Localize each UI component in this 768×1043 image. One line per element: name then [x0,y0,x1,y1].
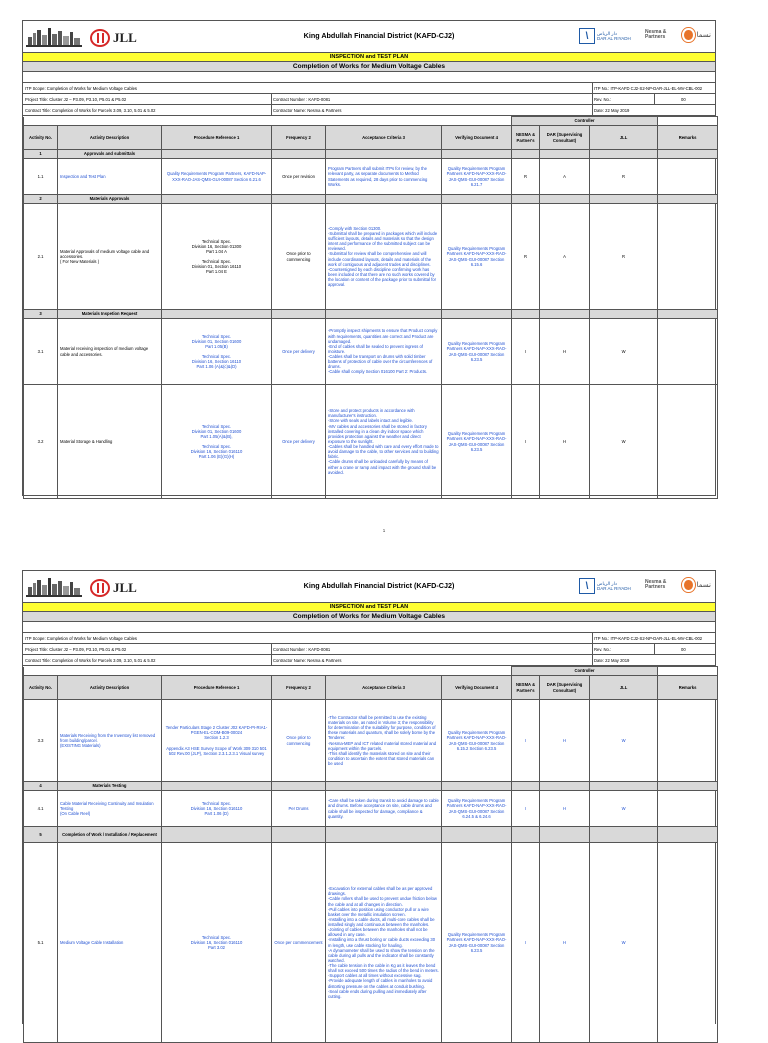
info-row-contract: Contract Title: Completion of Works for Parcels 3.09, 3.10, 5.01 & 5.02 Contractor Name: Nesma & Partners Date: 22 May 2019 [23,105,715,116]
table-row: 4.1 Cable Material Receiving Continuity and Insulation Testing (On Cable Reel) Technical Spec. Division 16, Section 016110 Part 1.06 (D) Per Drums -Care shall be taken during transit to avoid damage to cable and drums. Before acceptance on site, cable drums and cable shall be inspected for damage, compliance & quantity. Quality Requirements Program Partners KAFD-NAP-XXX-RAO-JAS-QMS-GUI-00087 Section 6.24.5 & 6.24.6 I H W [24,791,718,827]
table-row: 3.2 Material Storage & Handling Technical Spec. Division 01, Section 01600 Part 1.05(A)&(B), Technical Spec. Division 16, Section 016110 Part 1.06 (E)(G)(H) Once per delivery -Store and protect products in accordance with manufacturer's instruction. -Store with seals and labels intact and legible. -MV cables and accessories shall be stored in factory installed covering in a clean dry indoor space which provides protection against the weather and direct exposure to the sunlight. -Cables shall be handled with care and every effort made to avoid damage to the cable, to other services and to building fabric. -Cable drums shall be unloaded carefully by means of either a crane or ramp and impact with the ground shall be avoided. Quality Requirements Program Partners KAFD-NAP-XXX-RAO-JAS-QMS-GUI-00087 Section 6.23.5 I H W [24,385,718,499]
page-number: 1 [382,528,386,533]
section-row: 5 Completion of Work / Installation / Replacement [24,827,718,843]
dar-al-riyadh-logo: \ دار الرياض DAR AL RIYADH [579,26,641,46]
controller-header: Controller [512,117,658,126]
nesma-logo-icon [682,578,694,592]
info-row-contract: Contract Title: Completion of Works for Parcels 3.09, 3.10, 5.01 & 5.02 Contractor Name: Nesma & Partners Date: 22 May 2019 [23,655,715,666]
section-row: 3 Materials Inspetion Request [24,310,718,319]
table-row: 3.3 Materials Receiving from the Inventory list removed from building/parcel. (EXISTING Materials) Tender Particulars Stage 2 Cluster J02 KAFD-PI-RIA1-PGEN-EL-COM-B09-00024 Section 1.2.3 Appendix A3 HSE Survey Scope of Work 309 310 501 502 Rev.00 (JLP), Section 2.3.1.2.3.1 Visual survey Once prior to commencing -The Contractor shall be permitted to use the existing materials on site, as noted in Volume 3; the responsibility for determination of the suitability for purpose, condition of these materials and quantum, shall be solely borne by the Tenderer. -Nesma-MEP and ICT related material stored material and equipment within the parcels. -This shall identify the materials stored on site and their condition to ascertain the extent that stored materials can be used Quality Requirements Program Partners KAFD-NAP-XXX-RAO-JAS-QMS-GUI-00087 Section 6.15.2 Section 6.23.5 I H W [24,700,718,782]
jll-logo: JLL [90,578,137,598]
itp-table [23,116,718,499]
plan-title: INSPECTION and TEST PLAN [23,603,715,612]
nesma-logo: Nesma & Partners نسما [645,28,711,40]
page-header [23,571,715,603]
dar-al-riyadh-logo-icon: \ [579,578,595,594]
nesma-logo-icon [682,28,694,42]
info-row-scope: ITP Scope: Completion of Works for Medium Voltage Cables ITP No.: ITP-KAFD CJ2-S2-NP-DAR-JLL-EL-MV-CBL-002 [23,83,715,94]
itp-page-1 [22,20,716,496]
jll-logo: JLL [90,28,137,48]
plan-title: INSPECTION and TEST PLAN [23,53,715,62]
itp-table [23,666,718,1043]
project-title: King Abdullah Financial District (KAFD-CJ2) [303,581,455,590]
nesma-logo: Nesma & Partners نسما [645,578,711,590]
client-logos [26,577,176,599]
section-row: 2 Materials Approvals [24,195,718,204]
section-row: 1 Approvals and submittals [24,150,718,159]
column-headers: Activity No. Activity Description Procedure Reference 1 Frequency 2 Acceptance Criteria 3 Verifying Document 4 NESMA & Partner's DAR (Supervising Consultant) JLL Remarks [24,676,718,700]
dar-al-riyadh-logo: \ دار الرياض DAR AL RIYADH [579,576,641,596]
plan-subtitle: Completion of Works for Medium Voltage Cables [23,62,715,72]
page-header [23,21,715,53]
section-row: 4 Materials Testing [24,782,718,791]
partner-logos [579,26,711,48]
info-row-project: Project Title: Cluster J2 – P3.09, P3.10, P5.01 & P5.02 Contract Number : KAFD-0081 Rev. No.: 00 [23,644,715,655]
dar-al-riyadh-logo-icon: \ [579,28,595,44]
table-row: 2.1 Material Approvals of medium voltage cable and accessories. ( For New Materials ) Technical Spec. Division 16, Section 01300 Part 1.04 A Technical Spec. Division 01, Section 16110 Part 1.04 E Once prior to commencing -Comply with Section 01300. -Submittal shall be prepared in packages which will include sufficient layouts, details and materials so that the design intent and performance of the submitted subject can be reviewed. -Submittal for review shall be comprehensive and will include coordinated layouts, details and materials of the work of contiguous and adjacent trades and disciplines. -Countersigned by each discipline confirming work has been included or that there are no such works covered by the location or content of the package prior to submittal for approval. Quality Requirements Program Partners KAFD-NAP-XXX-RAO-JAS-QMS-GUI-00087 Section 6.15.6 R A R [24,204,718,310]
info-row-scope: ITP Scope: Completion of Works for Medium Voltage Cables ITP No.: ITP-KAFD CJ2-S2-NP-DAR-JLL-EL-MV-CBL-002 [23,633,715,644]
table-row: 1.1 Inspection and Test Plan Quality Requirements Program Partners, KAFD-NAP-XXX-RAO-JAS-QMS-GUI-00087 Section 6.21.6 Once per revision Program Partners shall submit ITPs for review, by the relevant party, as separate documents to Method Statements as required, 28 days prior to commencing Works. Quality Requirements Program Partners KAFD-NAP-XXX-RAO-JAS-QMS-GUI-00087 Section 6.21.7 R A R [24,159,718,195]
table-row: 5.1 Medium Voltage Cable Installation Technical Spec. Division 16, Section 016110 Part 3.02 Once per commencement -Excavation for external cables shall be as per approved drawings. -Cable rollers shall be used to prevent undue friction below the cable and at all changes in direction. -Pull cables into position using conductor pull or a wire basket over the metallic insulation screen. -Installing into a cable ducts, all multi-core cables shall be installed singly and continuous between the manholes. -Jointing of cables between the manholes shall not be allowed in any case. -Installing into a thrust boring or cable ducts exceeding 30 m length, use cable stocking for hauling. -A dynamometer shall be used to show the tension on the cable during all pulls and the indicator shall be constantly watched. -The cable tension in the cable in Kg as it leaves the bend shall not exceed 500 times the radius of the bend in meters. -Support cables at all times without excessive sag. -Provide adequate length of cables in manholes to avoid distorting pressure on the cables at conduit bushing. -Seal cable ends during pulling and immediately after cutting. Quality Requirements Program Partners KAFD-NAP-XXX-RAO-JAS-QMS-GUI-00087 Section 6.23.5 I H W [24,843,718,1043]
controller-header: Controller [512,667,658,676]
client-logos [26,27,176,49]
kafd-building-logo-icon [26,27,82,47]
jll-logo-icon [90,29,110,47]
plan-subtitle: Completion of Works for Medium Voltage Cables [23,612,715,622]
table-row: 3.1 Material receiving inspection of medium voltage cable and accessories. Technical Spec. Division 01, Section 01600 Part 1.05(B) Technical Spec. Division 16, Section 16110 Part 1.06 (A)&(c)&(D) Once per delivery -Promptly inspect shipments to ensure that Product comply with requirements, quantities are correct and Product are undamaged. -End of cables shall be sealed to prevent ingress of moisture. -Cables shall be transport on drums with solid timber battens of protection of cable over the circumferences of drums. -Cable shall comply Section 016100 Part 2: Products. Quality Requirements Program Partners KAFD-NAP-XXX-RAO-JAS-QMS-GUI-00087 Section 6.23.5 I H W [24,319,718,385]
partner-logos [579,576,711,598]
kafd-building-logo-icon [26,577,82,597]
column-headers: Activity No. Activity Description Procedure Reference 1 Frequency 2 Acceptance Criteria 3 Verifying Document 4 NESMA & Partner's DAR (Supervising Consultant) JLL Remarks [24,126,718,150]
itp-page-2 [22,570,716,1024]
jll-logo-icon [90,579,110,597]
project-title: King Abdullah Financial District (KAFD-CJ2) [303,31,455,40]
info-row-project: Project Title: Cluster J2 – P3.09, P3.10, P5.01 & P5.02 Contract Number : KAFD-0081 Rev. No.: 00 [23,94,715,105]
